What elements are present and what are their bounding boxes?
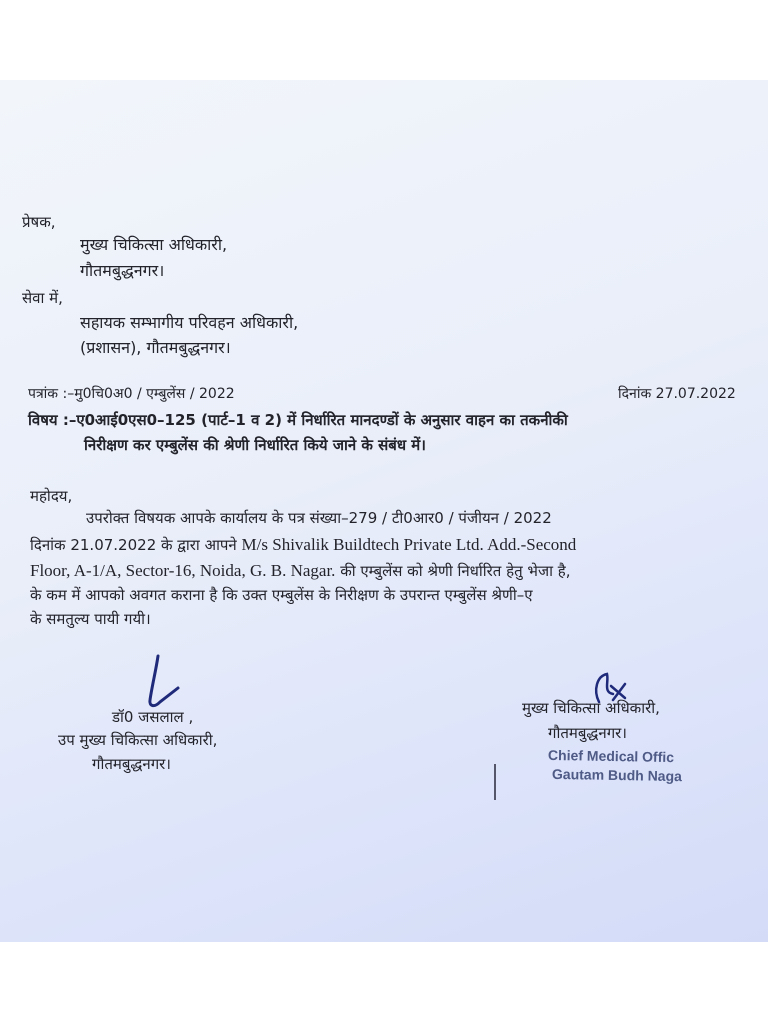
stamp-divider: [494, 764, 496, 800]
body-line-4: के कम में आपको अवगत कराना है कि उक्त एम्बुलेंस के निरीक्षण के उपरान्त एम्बुलेंस श्रेणी–ए: [30, 586, 533, 604]
sender-place: गौतमबुद्धनगर।: [80, 261, 165, 280]
subject-line-1: विषय :–ए0आई0एस0–125 (पार्ट–1 व 2) में निर्धारित मानदण्डों के अनुसार वाहन का तकनीकी: [28, 411, 568, 429]
stamp-line-1: Chief Medical Offic: [547, 746, 675, 766]
letter-number: पत्रांक :–मु0चि0अ0 / एम्बुलेंस / 2022: [28, 386, 235, 402]
company-name: M/s Shivalik Buildtech Private Ltd. Add.-Second: [241, 535, 577, 554]
body-line-1: उपरोक्त विषयक आपके कार्यालय के पत्र संख्या–279 / टी0आर0 / पंजीयन / 2022: [86, 509, 552, 527]
salutation: महोदय,: [30, 487, 73, 505]
letter-date: दिनांक 27.07.2022: [618, 386, 736, 402]
left-signatory-place: गौतमबुद्धनगर।: [92, 755, 171, 773]
recipient-office: (प्रशासन), गौतमबुद्धनगर।: [80, 338, 231, 357]
right-signatory-designation: मुख्य चिकित्सा अधिकारी,: [522, 699, 660, 717]
right-signatory-place: गौतमबुद्धनगर।: [548, 724, 627, 742]
recipient-designation: सहायक सम्भागीय परिवहन अधिकारी,: [80, 313, 299, 332]
body-line-2: दिनांक 21.07.2022 के द्वारा आपने M/s Shivalik Buildtech Private Ltd. Add.-Second: [30, 535, 577, 554]
recipient-label: सेवा में,: [22, 289, 63, 307]
body-line-5: के समतुल्य पायी गयी।: [30, 610, 151, 628]
body-line-3: Floor, A-1/A, Sector-16, Noida, G. B. Nagar. की एम्बुलेंस को श्रेणी निर्धारित हेतु भेजा है,: [30, 561, 571, 580]
company-address: Floor, A-1/A, Sector-16, Noida, G. B. Nagar.: [30, 561, 336, 580]
left-signatory-name: डॉ0 जसलाल ,: [112, 708, 194, 726]
sender-designation: मुख्य चिकित्सा अधिकारी,: [80, 235, 228, 254]
left-signatory-designation: उप मुख्य चिकित्सा अधिकारी,: [58, 731, 218, 749]
sender-label: प्रेषक,: [22, 213, 56, 231]
subject-line-2: निरीक्षण कर एम्बुलेंस की श्रेणी निर्धारित किये जाने के संबंध में।: [84, 436, 426, 454]
stamp-line-2: Gautam Budh Naga: [551, 765, 683, 785]
left-signature: [140, 652, 190, 714]
